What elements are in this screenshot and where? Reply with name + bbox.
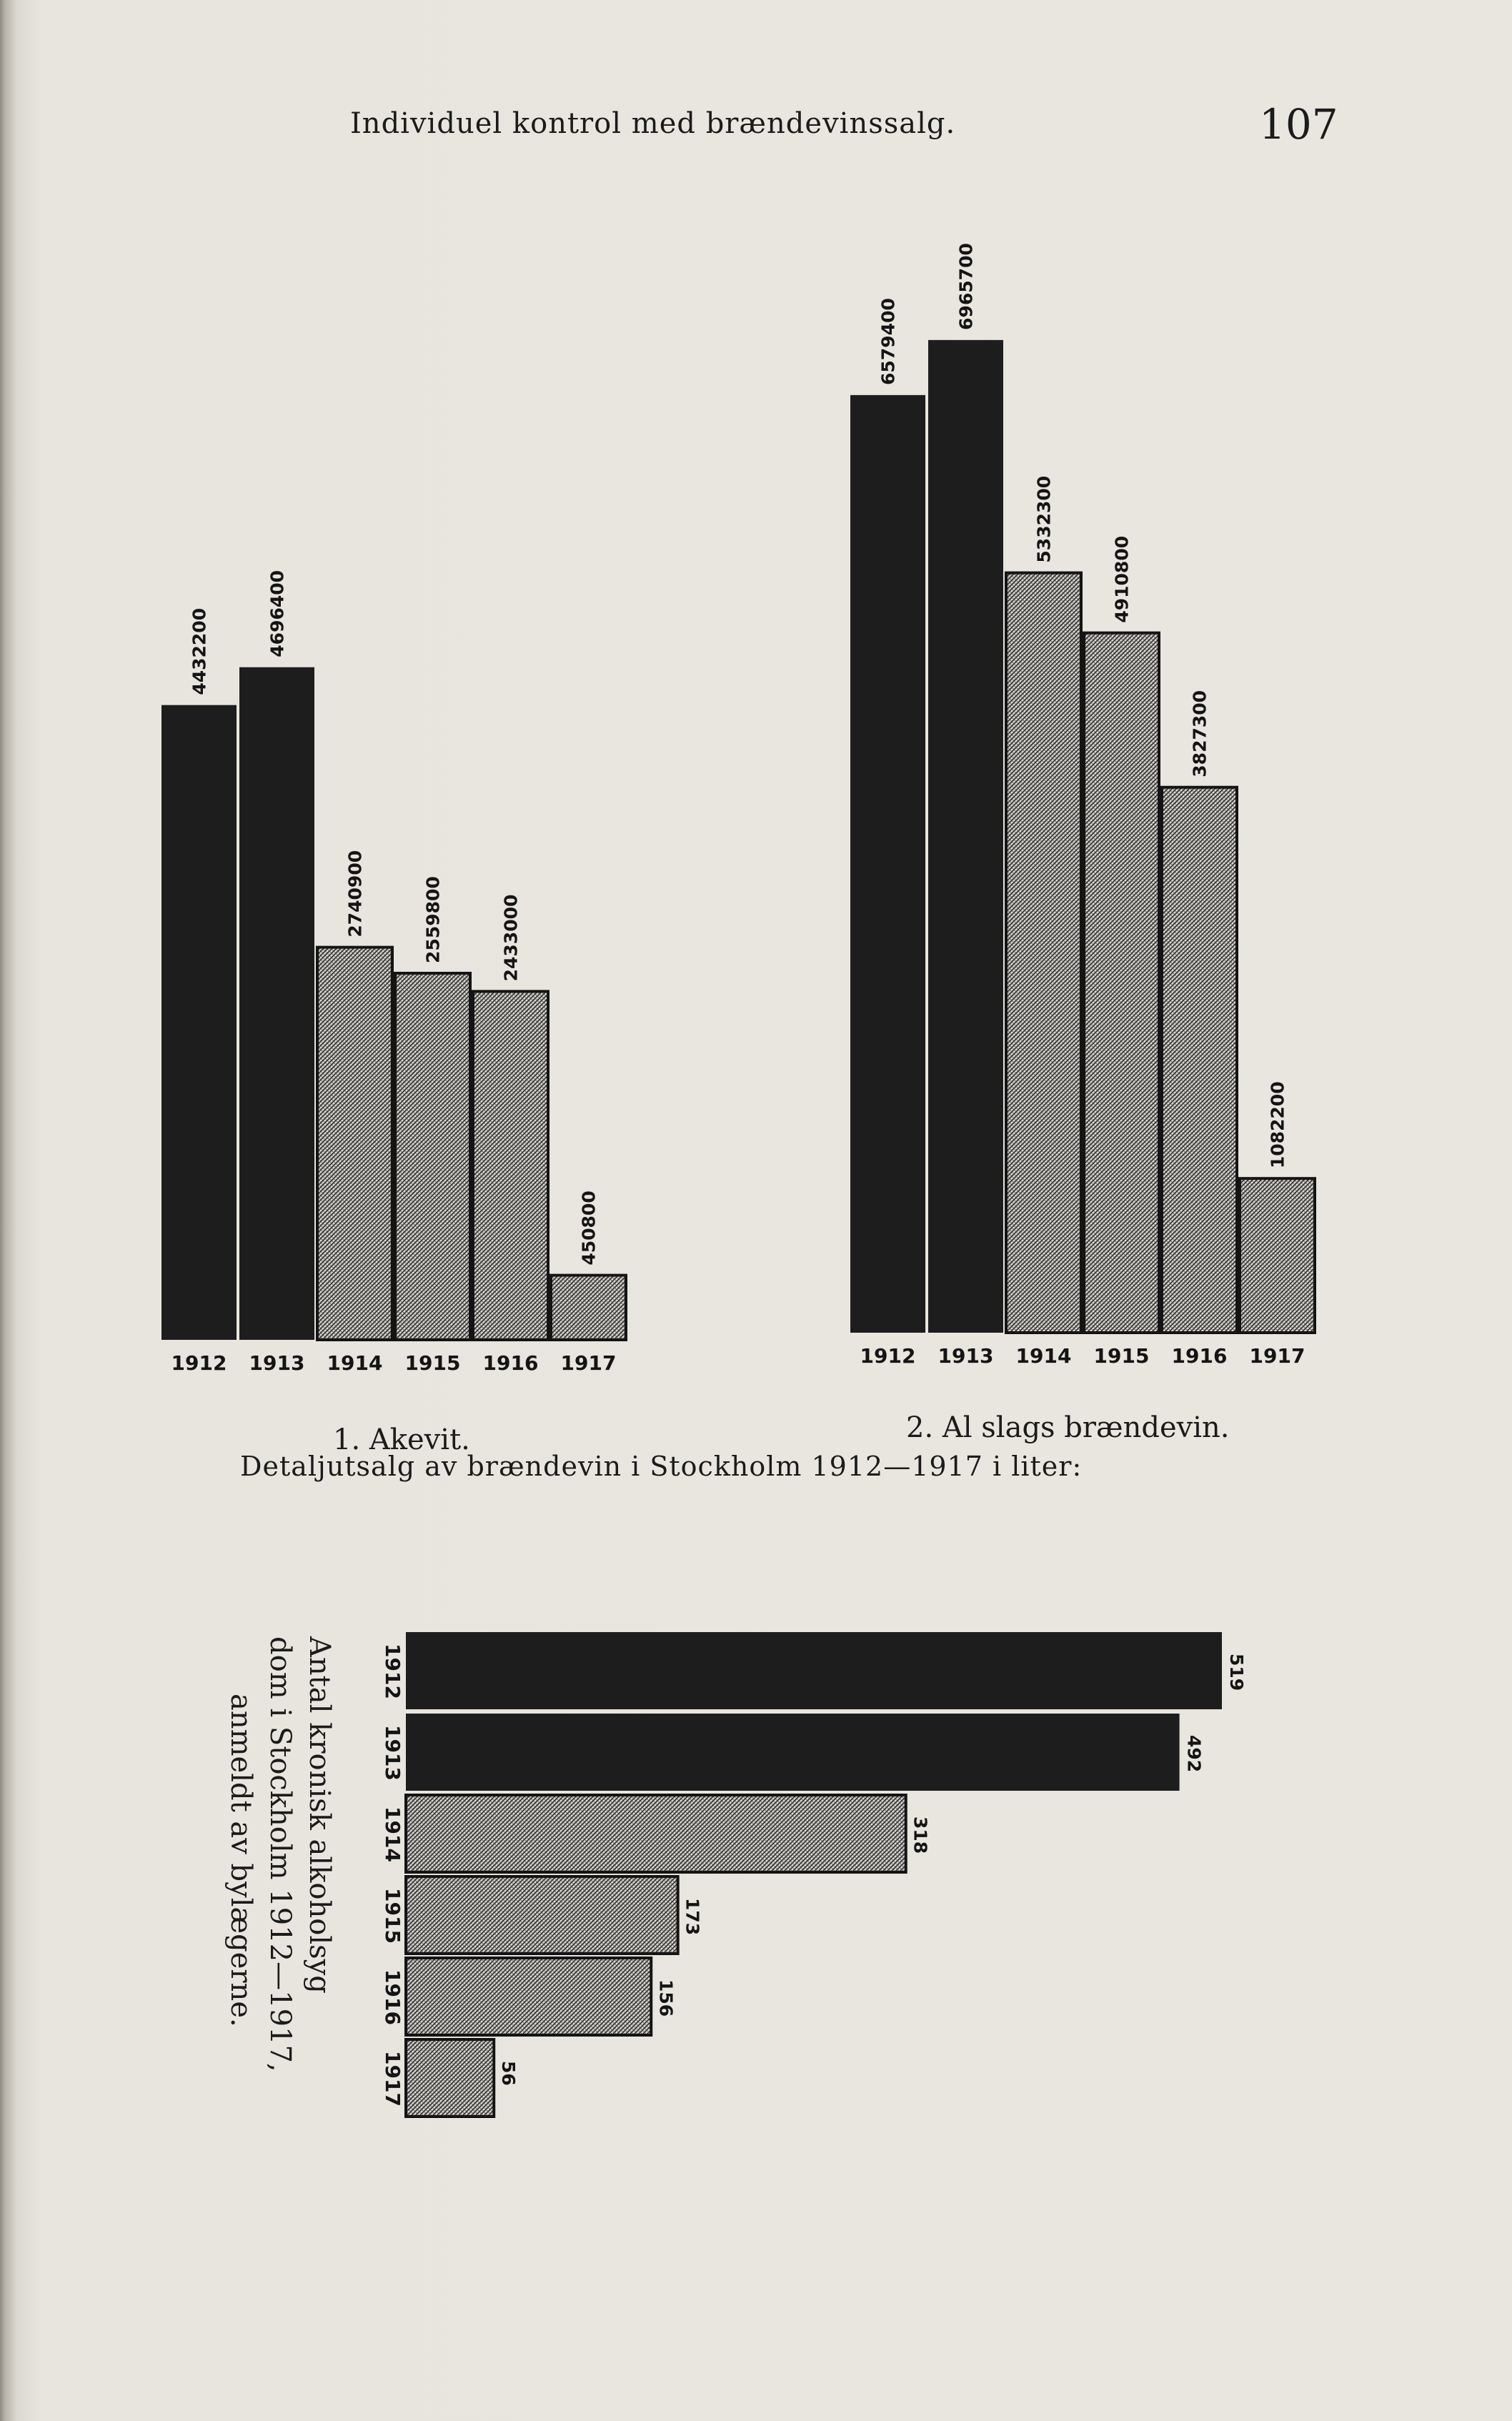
- year-label-1913: 1913: [937, 1344, 994, 1368]
- year-label-1912: 1912: [860, 1344, 916, 1368]
- page-number: 107: [1259, 100, 1338, 149]
- value-label-1915: 4910800: [1111, 535, 1133, 623]
- bar-1917: [1240, 1178, 1315, 1333]
- bar-1915: [1084, 633, 1159, 1333]
- chart-kronisk-alkoholsygdom: [357, 1608, 1286, 2122]
- value-label-1912: 4432200: [189, 607, 210, 695]
- year-label-1915: 1915: [404, 1351, 461, 1375]
- hvalue-label-1912: 519: [1226, 1654, 1247, 1691]
- year-label-1913: 1913: [249, 1351, 305, 1375]
- hbar-1914: [406, 1795, 906, 1872]
- bar-1913: [239, 667, 314, 1340]
- hyear-label-1915: 1915: [381, 1888, 404, 1944]
- value-label-1916: 3827300: [1189, 690, 1210, 777]
- year-label-1914: 1914: [327, 1351, 383, 1375]
- year-label-1916: 1916: [1171, 1344, 1228, 1368]
- hvalue-label-1917: 56: [498, 2061, 519, 2086]
- value-label-1913: 4696400: [267, 570, 288, 657]
- year-label-1912: 1912: [171, 1351, 227, 1375]
- bar-1914: [1006, 573, 1081, 1333]
- bar-1916: [1162, 787, 1237, 1333]
- chart-akevit: [143, 529, 657, 1386]
- year-label-1917: 1917: [560, 1351, 617, 1375]
- value-label-1916: 2433000: [500, 894, 522, 982]
- hbar-1912: [406, 1632, 1222, 1709]
- value-label-1914: 2740900: [344, 850, 366, 938]
- chart3-caption-line1: Antal kronisk alkoholsyg: [303, 1636, 336, 1994]
- chart3-caption-line3: anmeldt av bylægerne.: [224, 1694, 257, 2027]
- hbar-1916: [406, 1958, 651, 2035]
- hyear-label-1912: 1912: [381, 1644, 404, 1699]
- hvalue-label-1914: 318: [910, 1816, 931, 1854]
- year-label-1916: 1916: [482, 1351, 539, 1375]
- chart2-caption: 2. Al slags brændevin.: [906, 1411, 1230, 1444]
- bar-1916: [473, 991, 548, 1340]
- value-label-1912: 6579400: [877, 298, 899, 385]
- hyear-label-1913: 1913: [381, 1725, 404, 1781]
- chart3-caption-line2: dom i Stockholm 1912—1917,: [264, 1636, 297, 2072]
- hvalue-label-1916: 156: [655, 1979, 677, 2017]
- bar-1912: [850, 395, 925, 1333]
- bar-1917: [551, 1276, 626, 1340]
- bar-1914: [317, 948, 392, 1340]
- chart-al-slags-braendevin: [836, 186, 1351, 1386]
- year-label-1917: 1917: [1249, 1344, 1305, 1368]
- year-label-1915: 1915: [1093, 1344, 1150, 1368]
- hbar-1915: [406, 1876, 678, 1954]
- value-label-1913: 6965700: [955, 243, 977, 330]
- hvalue-label-1913: 492: [1183, 1735, 1205, 1773]
- value-label-1914: 5332300: [1033, 475, 1055, 563]
- running-title: Individuel kontrol med brændevinssalg.: [350, 107, 956, 140]
- value-label-1917: 1082200: [1267, 1081, 1288, 1169]
- bar-1913: [928, 340, 1003, 1333]
- year-label-1914: 1914: [1015, 1344, 1072, 1368]
- hyear-label-1916: 1916: [381, 1969, 404, 2025]
- value-label-1915: 2559800: [422, 876, 444, 963]
- hvalue-label-1915: 173: [682, 1898, 703, 1936]
- value-label-1917: 450800: [578, 1190, 600, 1266]
- chart1-caption: 1. Akevit.: [333, 1423, 470, 1456]
- figure-caption: Detaljutsalg av brændevin i Stockholm 1912—1917 i liter:: [240, 1451, 1083, 1482]
- hbar-1917: [406, 2039, 494, 2117]
- bar-1912: [161, 705, 237, 1340]
- hyear-label-1917: 1917: [381, 2051, 404, 2107]
- hbar-1913: [406, 1714, 1180, 1791]
- hyear-label-1914: 1914: [381, 1806, 404, 1862]
- bar-1915: [395, 973, 470, 1340]
